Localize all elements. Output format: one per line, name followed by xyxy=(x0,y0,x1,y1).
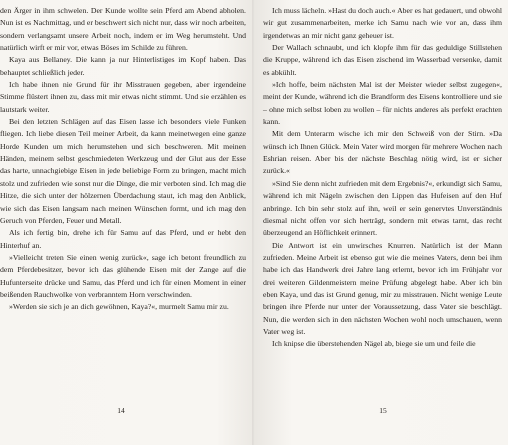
left-page-text xyxy=(0,5,246,314)
right-page xyxy=(254,0,508,445)
left-paragraph: den Ärger in ihm schwelen. Der Kunde wollte sein Pferd am Abend abholen. Nun ist es Nachmittag, und er beschwert sich nicht nur, dass wir noch arbeiten, sondern verlangsamt unsere Arbeit noch, indem er im Weg herumsteht. Und natürlich wirft er mir vor, etwas Böses im Schilde zu führen. xyxy=(0,6,246,53)
right-paragraph: Mit dem Unterarm wische ich mir den Schweiß von der Stirn. »Da wünsch ich Ihnen Glück. Mein Vater wird morgen für mehrere Wochen nach Eshrian reisen. Aber bis der nächste Beschlag nötig wird, ist er sicher zurück.« xyxy=(263,129,502,176)
page-number-right: 15 xyxy=(379,406,387,415)
right-paragraph: »Ich hoffe, beim nächsten Mal ist der Meister wieder selbst zugegen«, meint der Kunde, während ich die Brandform des Eisens kontrolliere und sie – ohne mich selbst loben zu wollen – für nichts anderes als perfekt erachten kann. xyxy=(263,80,502,127)
left-paragraph: Ich habe ihnen nie Grund für ihr Misstrauen gegeben, aber irgendeine Stimme flüstert ihnen zu, dass mit mir etwas nicht stimmt. Und sie erzählen es lautstark weiter. xyxy=(0,80,246,114)
left-paragraph: Kaya aus Bellaney. Die kann ja nur Hinterlistiges im Kopf haben. Das behauptet schließlich jeder. xyxy=(0,55,246,77)
right-paragraph: Ich knipse die überstehenden Nägel ab, biege sie um und feile die xyxy=(272,339,476,349)
left-paragraph: Bei den letzten Schlägen auf das Eisen lasse ich besonders viele Funken fliegen. Ich liebe diesen Teil meiner Arbeit, da kann meinetwegen eine ganze Horde Kunden um mich herumstehen und sich beschweren. Mit meinen Händen, meinem selbst geschmiedeten Werkzeug und der Glut aus der Esse das harte, unnachgiebige Eisen in jede beliebige Form zu bringen, macht mich stolz und zufrieden wie sonst nur die Dinge, die mir verboten sind. Ich mag die Hitze, die sich unter der hölzernen Überdachung staut, ich mag den Anblick, wie sich das Eisen langsam nach meinen Wünschen formt, und ich mag den Geruch von Pferden, Feuer und Metall. xyxy=(0,117,246,225)
right-paragraph: Ich muss lächeln. »Hast du doch auch.« Aber es hat gedauert, und obwohl wir gut zusammenarbeiten, merke ich Samu nach wie vor an, dass ihm irgendetwas an mir nicht ganz geheuer ist. xyxy=(263,6,502,40)
right-page-text xyxy=(263,5,502,351)
page-number-left: 14 xyxy=(117,406,125,415)
left-paragraph: Als ich fertig bin, drehe ich für Samu auf das Pferd, und er hebt den Hinterhuf an. xyxy=(0,228,246,250)
right-paragraph: Die Antwort ist ein unwirsches Knurren. Natürlich ist der Mann zufrieden. Meine Arbeit ist ebenso gut wie die meines Vaters, denn bei ihm habe ich das Handwerk drei Jahre lang erlernt, bevor ich im Frühjahr vor drei weiteren Gildenmeistern meine Prüfung abgelegt habe. Aber ich bin eben Kaya, und das ist Grund genug, mir zu misstrauen. Nicht wenige Leute bringen ihre Pferde nur unter der Voraussetzung, dass Vater sie beschlägt. Nun, die werden sich in den nächsten Wochen wohl noch umschauen, wenn Vater weg ist. xyxy=(263,240,502,336)
left-paragraph: »Vielleicht treten Sie einen wenig zurück«, sage ich betont freundlich zu dem Pferdebesitzer, bevor ich das glühende Eisen mit der Zange auf die Hufunterseite drücke und Samu, das Pferd und ich für einen Moment in einer beißenden Rauchwolke von verbranntem Horn verschwinden. xyxy=(0,252,246,299)
left-paragraph: »Werden sie sich je an dich gewöhnen, Kaya?«, murmelt Samu mir zu. xyxy=(9,302,229,312)
right-paragraph: Der Wallach schnaubt, und ich klopfe ihm für das geduldige Stillstehen die Kruppe, während ich das Eisen zischend im Wasserbad versenke, damit es abkühlt. xyxy=(263,43,502,77)
right-paragraph: »Sind Sie denn nicht zufrieden mit dem Ergebnis?«, erkundigt sich Samu, während ich mit Nägeln zwischen den Lippen das Hufeisen auf den Huf anbringe. Ich bin sehr stolz auf ihn, weil er sein genervtes Unverständnis diesmal nicht offen vor sich herträgt, sondern mit etwas tarnt, das recht überzeugend an Höflichkeit erinnert. xyxy=(263,178,502,238)
